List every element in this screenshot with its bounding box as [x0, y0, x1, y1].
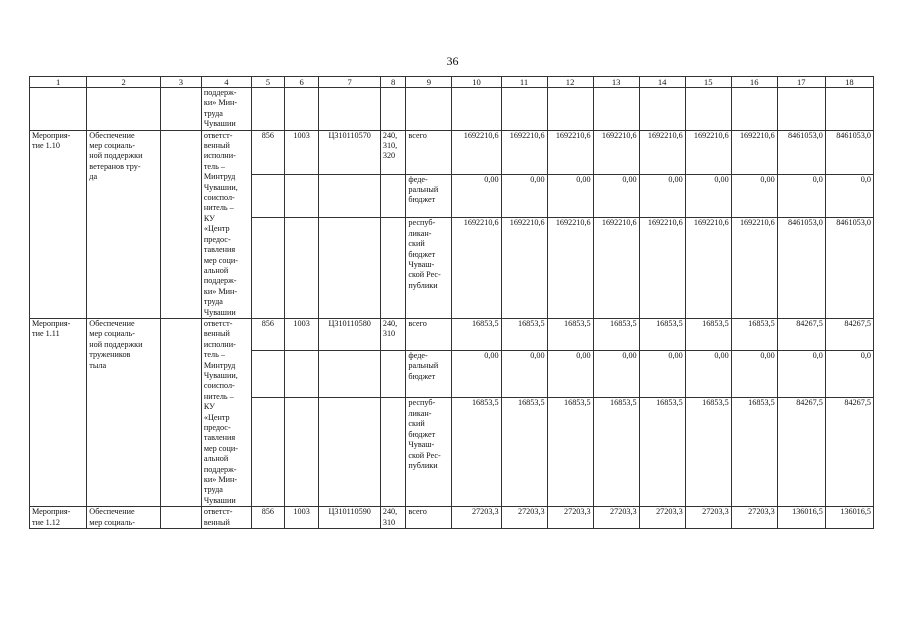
- empty-cell: [284, 174, 319, 218]
- funding-source-cell: всего: [406, 507, 452, 529]
- csr-code-cell: Ц310110590: [319, 507, 380, 529]
- column-number: 3: [160, 77, 201, 88]
- column-number: 18: [825, 77, 873, 88]
- amount-cell: 27203,3: [639, 507, 685, 529]
- amount-cell: 16853,5: [731, 398, 777, 507]
- event-description-cell: Обеспечение мер социаль- ной поддержки ветеранов тру- да: [87, 130, 161, 318]
- funding-source-cell: респуб- ликан- ский бюджет Чуваш- ской Рес- публики: [406, 218, 452, 319]
- empty-cell: [380, 218, 406, 319]
- amount-cell: 1692210,6: [593, 130, 639, 174]
- empty-cell: [284, 88, 319, 131]
- column-number-row: [30, 77, 874, 88]
- column-number: 15: [685, 77, 731, 88]
- grbs-code-cell: 856: [251, 318, 284, 350]
- amount-cell: 0,0: [825, 351, 873, 398]
- amount-cell: 0,0: [777, 351, 825, 398]
- amount-cell: 0,00: [731, 174, 777, 218]
- empty-cell: [380, 88, 406, 131]
- vr-code-cell: 240, 310: [380, 507, 406, 529]
- empty-cell: [380, 398, 406, 507]
- amount-cell: 0,0: [825, 174, 873, 218]
- funding-source-cell: респуб- ликан- ский бюджет Чуваш- ской Рес- публики: [406, 398, 452, 507]
- grbs-code-cell: 856: [251, 507, 284, 529]
- funding-source-cell: феде- ральный бюджет: [406, 351, 452, 398]
- responsible-cell: ответст- венный исполни- тель – Минтруд Чувашии, соиспол- нитель – КУ «Центр предос- тавления мер соци- альной поддерж- ки» Мин- труда Чувашии: [201, 130, 251, 318]
- amount-cell: 16853,5: [501, 398, 547, 507]
- empty-cell: [319, 218, 380, 319]
- amount-cell: 0,00: [593, 174, 639, 218]
- amount-cell: 16853,5: [452, 318, 501, 350]
- amount-cell: 16853,5: [593, 318, 639, 350]
- csr-code-cell: Ц310110580: [319, 318, 380, 350]
- empty-cell: [777, 88, 825, 131]
- rzpr-code-cell: 1003: [284, 318, 319, 350]
- empty-cell: [251, 398, 284, 507]
- column-number: 16: [731, 77, 777, 88]
- budget-row: [30, 318, 874, 350]
- empty-cell: [160, 130, 201, 318]
- empty-cell: [251, 88, 284, 131]
- empty-cell: [639, 88, 685, 131]
- amount-cell: 16853,5: [731, 318, 777, 350]
- amount-cell: 0,00: [547, 174, 593, 218]
- event-description-cell: Обеспечение мер социаль-: [87, 507, 161, 529]
- amount-cell: 0,00: [547, 351, 593, 398]
- empty-cell: [160, 88, 201, 131]
- amount-cell: 0,00: [685, 174, 731, 218]
- column-number: 5: [251, 77, 284, 88]
- column-number: 9: [406, 77, 452, 88]
- empty-cell: [547, 88, 593, 131]
- amount-cell: 1692210,6: [547, 130, 593, 174]
- amount-cell: 8461053,0: [777, 218, 825, 319]
- amount-cell: 1692210,6: [731, 218, 777, 319]
- empty-cell: [319, 174, 380, 218]
- responsible-cell: ответст- венный исполни- тель – Минтруд Чувашии, соиспол- нитель – КУ «Центр предос- тавления мер соци- альной поддерж- ки» Мин- труда Чувашии: [201, 318, 251, 506]
- amount-cell: 27203,3: [547, 507, 593, 529]
- funding-source-cell: всего: [406, 318, 452, 350]
- vr-code-cell: 240, 310, 320: [380, 130, 406, 174]
- grbs-code-cell: 856: [251, 130, 284, 174]
- amount-cell: 16853,5: [639, 318, 685, 350]
- column-number: 14: [639, 77, 685, 88]
- column-number: 4: [201, 77, 251, 88]
- amount-cell: 0,00: [501, 174, 547, 218]
- column-number: 7: [319, 77, 380, 88]
- amount-cell: 84267,5: [777, 398, 825, 507]
- amount-cell: 1692210,6: [731, 130, 777, 174]
- column-number: 10: [452, 77, 501, 88]
- amount-cell: 8461053,0: [777, 130, 825, 174]
- amount-cell: 1692210,6: [452, 218, 501, 319]
- responsible-cell: ответст- венный: [201, 507, 251, 529]
- amount-cell: 84267,5: [825, 398, 873, 507]
- amount-cell: 27203,3: [685, 507, 731, 529]
- empty-cell: [251, 218, 284, 319]
- amount-cell: 84267,5: [825, 318, 873, 350]
- column-number: 1: [30, 77, 87, 88]
- continuation-row: [30, 88, 874, 131]
- funding-source-cell: феде- ральный бюджет: [406, 174, 452, 218]
- amount-cell: 0,00: [685, 351, 731, 398]
- amount-cell: 1692210,6: [501, 130, 547, 174]
- amount-cell: 0,00: [731, 351, 777, 398]
- amount-cell: 16853,5: [547, 318, 593, 350]
- amount-cell: 27203,3: [731, 507, 777, 529]
- empty-cell: [319, 351, 380, 398]
- amount-cell: 0,00: [593, 351, 639, 398]
- empty-cell: [284, 351, 319, 398]
- amount-cell: 136016,5: [777, 507, 825, 529]
- column-number: 2: [87, 77, 161, 88]
- empty-cell: [319, 398, 380, 507]
- empty-cell: [87, 88, 161, 131]
- amount-cell: 0,00: [501, 351, 547, 398]
- column-number: 6: [284, 77, 319, 88]
- rzpr-code-cell: 1003: [284, 130, 319, 174]
- amount-cell: 1692210,6: [639, 130, 685, 174]
- empty-cell: [319, 88, 380, 131]
- amount-cell: 1692210,6: [501, 218, 547, 319]
- amount-cell: 84267,5: [777, 318, 825, 350]
- amount-cell: 8461053,0: [825, 218, 873, 319]
- funding-source-cell: всего: [406, 130, 452, 174]
- amount-cell: 0,00: [452, 174, 501, 218]
- event-name-cell: Мероприя- тие 1.12: [30, 507, 87, 529]
- event-name-cell: Мероприя- тие 1.10: [30, 130, 87, 318]
- column-number: 13: [593, 77, 639, 88]
- csr-code-cell: Ц310110570: [319, 130, 380, 174]
- rzpr-code-cell: 1003: [284, 507, 319, 529]
- amount-cell: 16853,5: [593, 398, 639, 507]
- empty-cell: [406, 88, 452, 131]
- amount-cell: 16853,5: [547, 398, 593, 507]
- budget-row: [30, 507, 874, 529]
- budget-table: [29, 76, 874, 529]
- empty-cell: [251, 351, 284, 398]
- vr-code-cell: 240, 310: [380, 318, 406, 350]
- amount-cell: 0,00: [452, 351, 501, 398]
- amount-cell: 0,00: [639, 174, 685, 218]
- empty-cell: [452, 88, 501, 131]
- column-number: 8: [380, 77, 406, 88]
- empty-cell: [284, 398, 319, 507]
- empty-cell: [160, 507, 201, 529]
- budget-row: [30, 130, 874, 174]
- amount-cell: 16853,5: [452, 398, 501, 507]
- empty-cell: [731, 88, 777, 131]
- empty-cell: [593, 88, 639, 131]
- amount-cell: 27203,3: [593, 507, 639, 529]
- amount-cell: 1692210,6: [593, 218, 639, 319]
- empty-cell: [284, 218, 319, 319]
- amount-cell: 0,0: [777, 174, 825, 218]
- amount-cell: 1692210,6: [547, 218, 593, 319]
- column-number: 17: [777, 77, 825, 88]
- event-name-cell: Мероприя- тие 1.11: [30, 318, 87, 506]
- amount-cell: 1692210,6: [452, 130, 501, 174]
- amount-cell: 27203,3: [452, 507, 501, 529]
- amount-cell: 27203,3: [501, 507, 547, 529]
- amount-cell: 8461053,0: [825, 130, 873, 174]
- empty-cell: [380, 351, 406, 398]
- empty-cell: [685, 88, 731, 131]
- event-description-cell: Обеспечение мер социаль- ной поддержки тружеников тыла: [87, 318, 161, 506]
- amount-cell: 16853,5: [685, 398, 731, 507]
- amount-cell: 0,00: [639, 351, 685, 398]
- amount-cell: 1692210,6: [639, 218, 685, 319]
- amount-cell: 16853,5: [501, 318, 547, 350]
- amount-cell: 1692210,6: [685, 130, 731, 174]
- page-number: 36: [446, 54, 459, 68]
- empty-cell: [380, 174, 406, 218]
- empty-cell: [251, 174, 284, 218]
- amount-cell: 1692210,6: [685, 218, 731, 319]
- amount-cell: 16853,5: [685, 318, 731, 350]
- amount-cell: 16853,5: [639, 398, 685, 507]
- responsible-cell: поддерж- ки» Мин- труда Чувашии: [201, 88, 251, 131]
- amount-cell: 136016,5: [825, 507, 873, 529]
- empty-cell: [501, 88, 547, 131]
- empty-cell: [825, 88, 873, 131]
- empty-cell: [30, 88, 87, 131]
- column-number: 12: [547, 77, 593, 88]
- empty-cell: [160, 318, 201, 506]
- column-number: 11: [501, 77, 547, 88]
